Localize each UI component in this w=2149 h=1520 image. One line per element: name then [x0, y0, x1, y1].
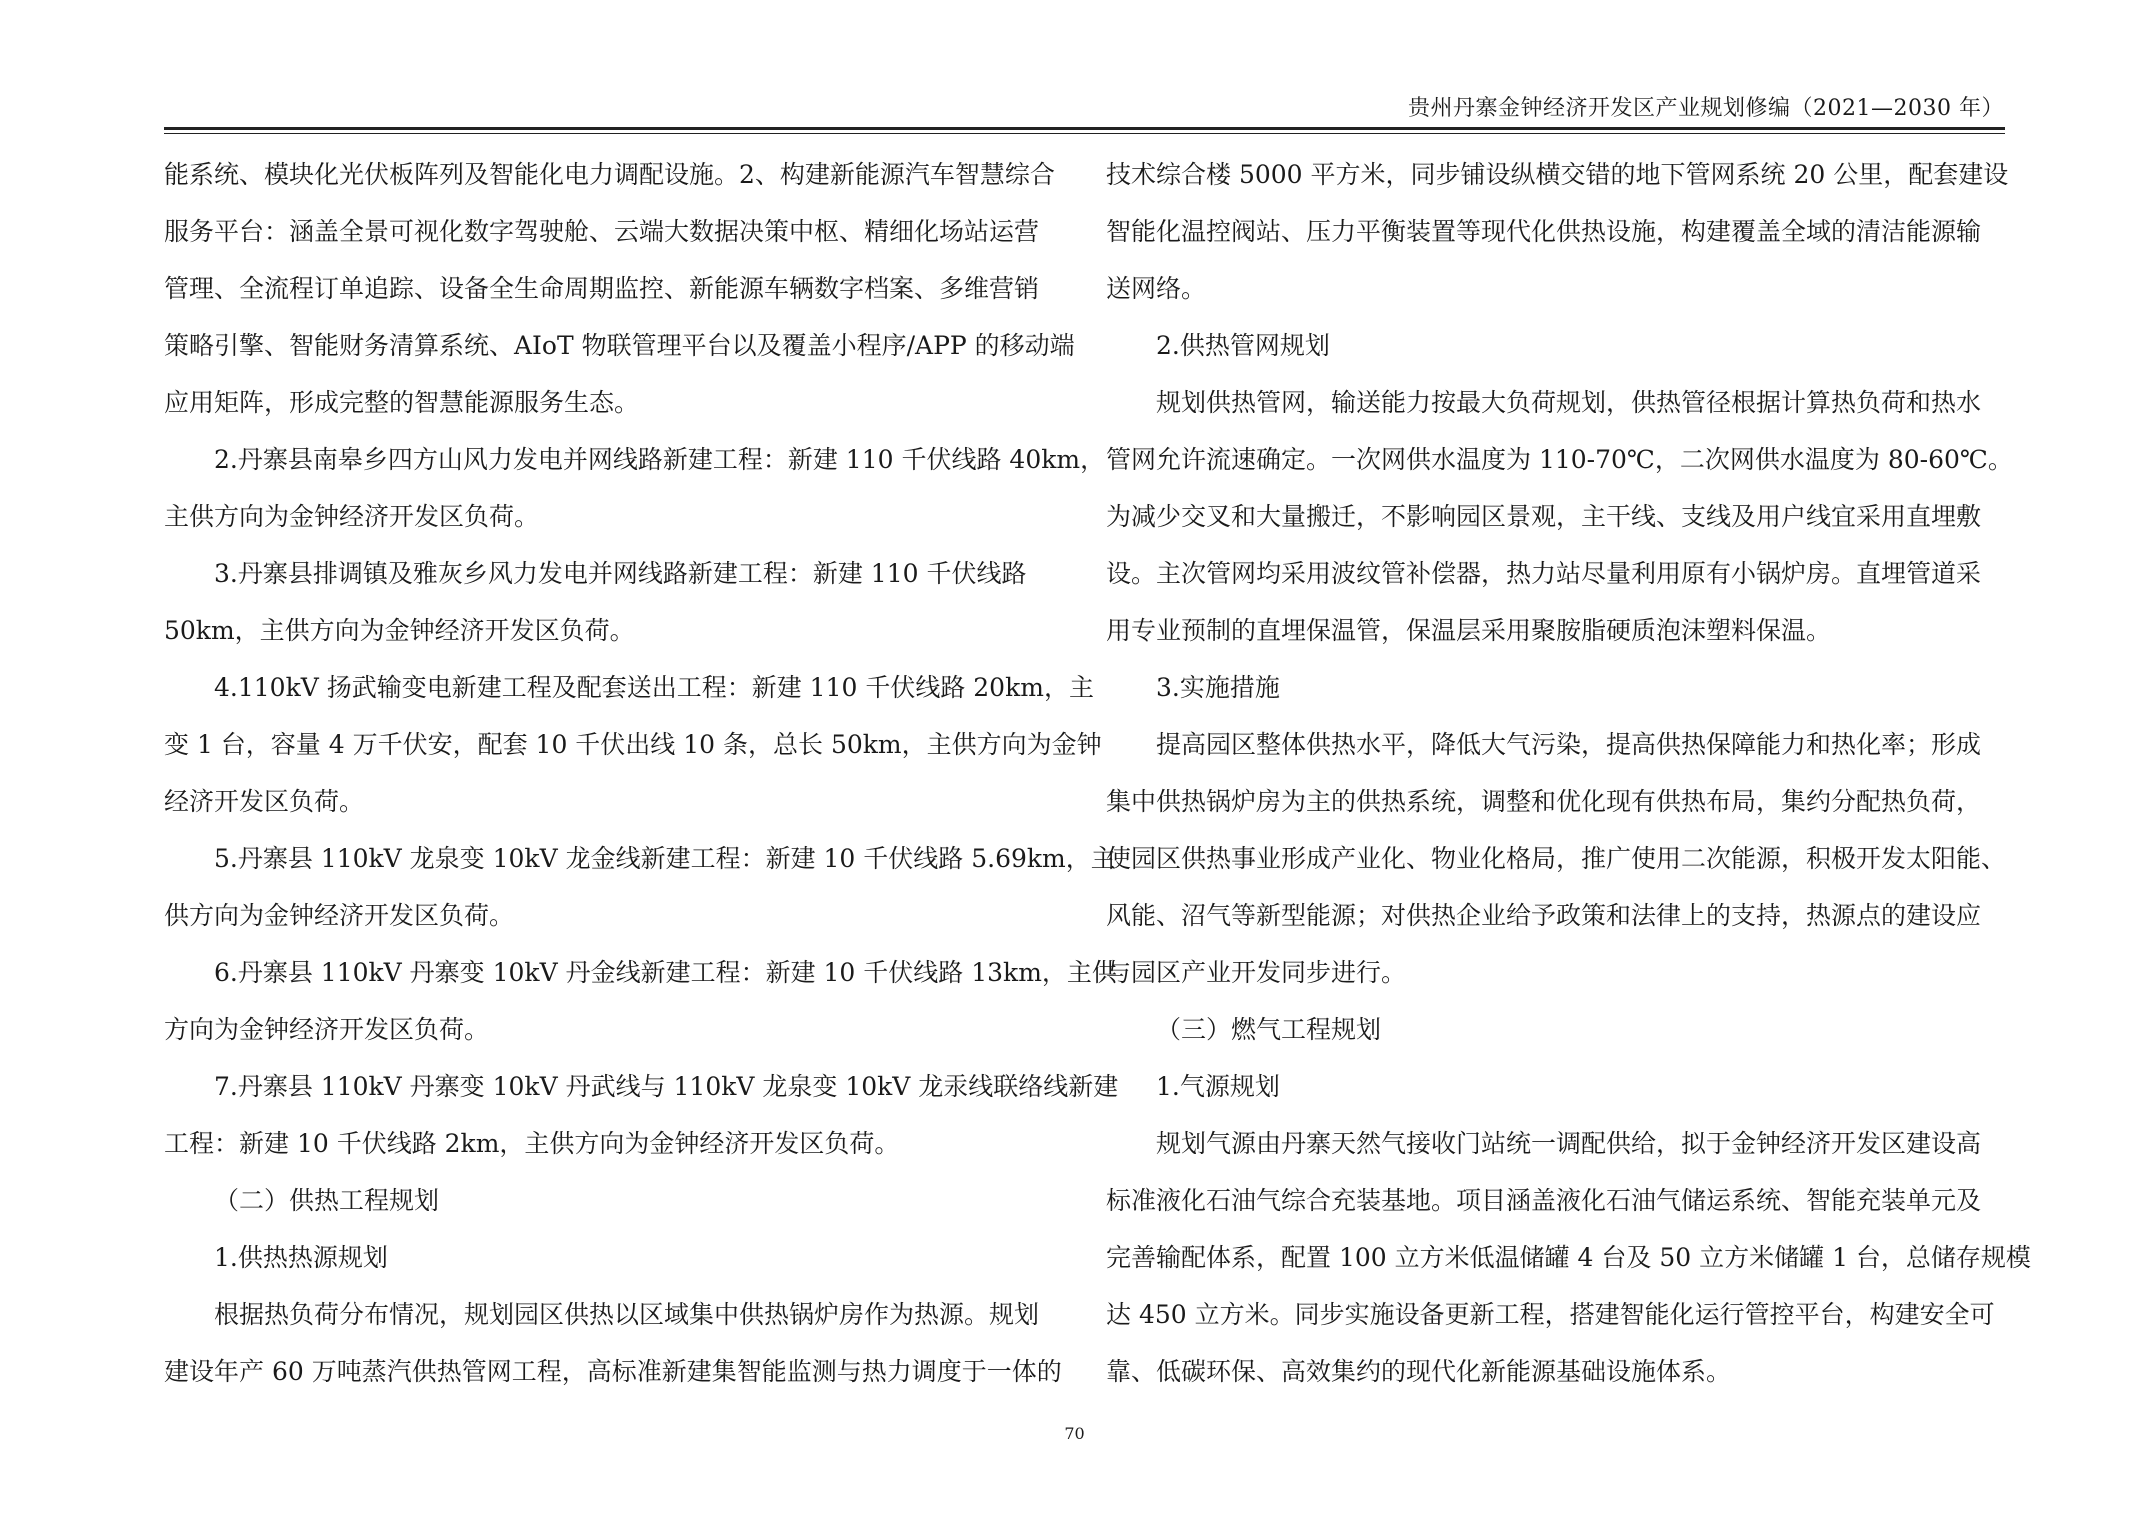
text-line: 为减少交叉和大量搬迁，不影响园区景观，主干线、支线及用户线宜采用直埋敷	[1106, 502, 1982, 531]
header-rule-thin	[164, 133, 2005, 134]
text-line: 3.实施措施	[1156, 673, 1280, 702]
text-line: 4.110kV 扬武输变电新建工程及配套送出工程：新建 110 千伏线路 20km，主	[214, 673, 1094, 702]
text-line: （三）燃气工程规划	[1156, 1015, 1382, 1044]
text-line: （二）供热工程规划	[214, 1186, 440, 1215]
text-line: 2.供热管网规划	[1156, 331, 1330, 360]
text-line: 管网允许流速确定。一次网供水温度为 110-70℃，二次网供水温度为 80-60℃。	[1106, 445, 2013, 474]
text-line: 2.丹寨县南皋乡四方山风力发电并网线路新建工程：新建 110 千伏线路 40km，	[214, 445, 1106, 474]
text-line: 工程：新建 10 千伏线路 2km，主供方向为金钟经济开发区负荷。	[164, 1129, 900, 1158]
text-line: 集中供热锅炉房为主的供热系统，调整和优化现有供热布局，集约分配热负荷，	[1106, 787, 1982, 816]
text-line: 5.丹寨县 110kV 龙泉变 10kV 龙金线新建工程：新建 10 千伏线路 5.69km，主	[214, 844, 1116, 873]
text-line: 50km，主供方向为金钟经济开发区负荷。	[164, 616, 635, 645]
text-line: 与园区产业开发同步进行。	[1106, 958, 1407, 987]
text-line: 应用矩阵，形成完整的智慧能源服务生态。	[164, 388, 640, 417]
text-line: 用专业预制的直埋保温管，保温层采用聚胺脂硬质泡沫塑料保温。	[1106, 616, 1832, 645]
text-line: 供方向为金钟经济开发区负荷。	[164, 901, 515, 930]
text-line: 1.气源规划	[1156, 1072, 1280, 1101]
text-line: 风能、沼气等新型能源；对供热企业给予政策和法律上的支持，热源点的建设应	[1106, 901, 1982, 930]
text-line: 标准液化石油气综合充装基地。项目涵盖液化石油气储运系统、智能充装单元及	[1106, 1186, 1982, 1215]
text-line: 变 1 台，容量 4 万千伏安，配套 10 千伏出线 10 条，总长 50km，主供方向为金钟	[164, 730, 1102, 759]
text-line: 靠、低碳环保、高效集约的现代化新能源基础设施体系。	[1106, 1357, 1732, 1386]
text-line: 提高园区整体供热水平，降低大气污染，提高供热保障能力和热化率；形成	[1156, 730, 1982, 759]
text-line: 6.丹寨县 110kV 丹寨变 10kV 丹金线新建工程：新建 10 千伏线路 13km，主供	[214, 958, 1117, 987]
text-line: 主供方向为金钟经济开发区负荷。	[164, 502, 540, 531]
text-line: 设。主次管网均采用波纹管补偿器，热力站尽量利用原有小锅炉房。直埋管道采	[1106, 559, 1982, 588]
text-line: 策略引擎、智能财务清算系统、AIoT 物联管理平台以及覆盖小程序/APP 的移动端	[164, 331, 1075, 360]
header-rule-thick	[164, 127, 2005, 130]
text-line: 技术综合楼 5000 平方米，同步铺设纵横交错的地下管网系统 20 公里，配套建设	[1106, 160, 2009, 189]
text-line: 1.供热热源规划	[214, 1243, 388, 1272]
text-line: 建设年产 60 万吨蒸汽供热管网工程，高标准新建集智能监测与热力调度于一体的	[164, 1357, 1062, 1386]
text-line: 管理、全流程订单追踪、设备全生命周期监控、新能源车辆数字档案、多维营销	[164, 274, 1040, 303]
text-line: 智能化温控阀站、压力平衡装置等现代化供热设施，构建覆盖全域的清洁能源输	[1106, 217, 1982, 246]
text-line: 能系统、模块化光伏板阵列及智能化电力调配设施。2、构建新能源汽车智慧综合	[164, 160, 1055, 189]
text-line: 服务平台：涵盖全景可视化数字驾驶舱、云端大数据决策中枢、精细化场站运营	[164, 217, 1040, 246]
text-line: 完善输配体系，配置 100 立方米低温储罐 4 台及 50 立方米储罐 1 台，总储存规模	[1106, 1243, 2031, 1272]
text-line: 根据热负荷分布情况，规划园区供热以区域集中供热锅炉房作为热源。规划	[214, 1300, 1040, 1329]
text-line: 送网络。	[1106, 274, 1207, 303]
text-line: 方向为金钟经济开发区负荷。	[164, 1015, 490, 1044]
text-line: 7.丹寨县 110kV 丹寨变 10kV 丹武线与 110kV 龙泉变 10kV 龙汞线联络线新建	[214, 1072, 1119, 1101]
text-line: 规划气源由丹寨天然气接收门站统一调配供给，拟于金钟经济开发区建设高	[1156, 1129, 1982, 1158]
text-line: 规划供热管网，输送能力按最大负荷规划，供热管径根据计算热负荷和热水	[1156, 388, 1982, 417]
page-number: 70	[1064, 1424, 1085, 1443]
text-line: 3.丹寨县排调镇及雅灰乡风力发电并网线路新建工程：新建 110 千伏线路	[214, 559, 1027, 588]
right-column	[1106, 146, 2031, 1400]
left-column	[164, 146, 1119, 1400]
text-line: 达 450 立方米。同步实施设备更新工程，搭建智能化运行管控平台，构建安全可	[1106, 1300, 1995, 1329]
running-header-title: 贵州丹寨金钟经济开发区产业规划修编（2021—2030 年）	[1408, 96, 2004, 121]
text-line: 使园区供热事业形成产业化、物业化格局，推广使用二次能源，积极开发太阳能、	[1106, 844, 2007, 873]
text-line: 经济开发区负荷。	[164, 787, 365, 816]
